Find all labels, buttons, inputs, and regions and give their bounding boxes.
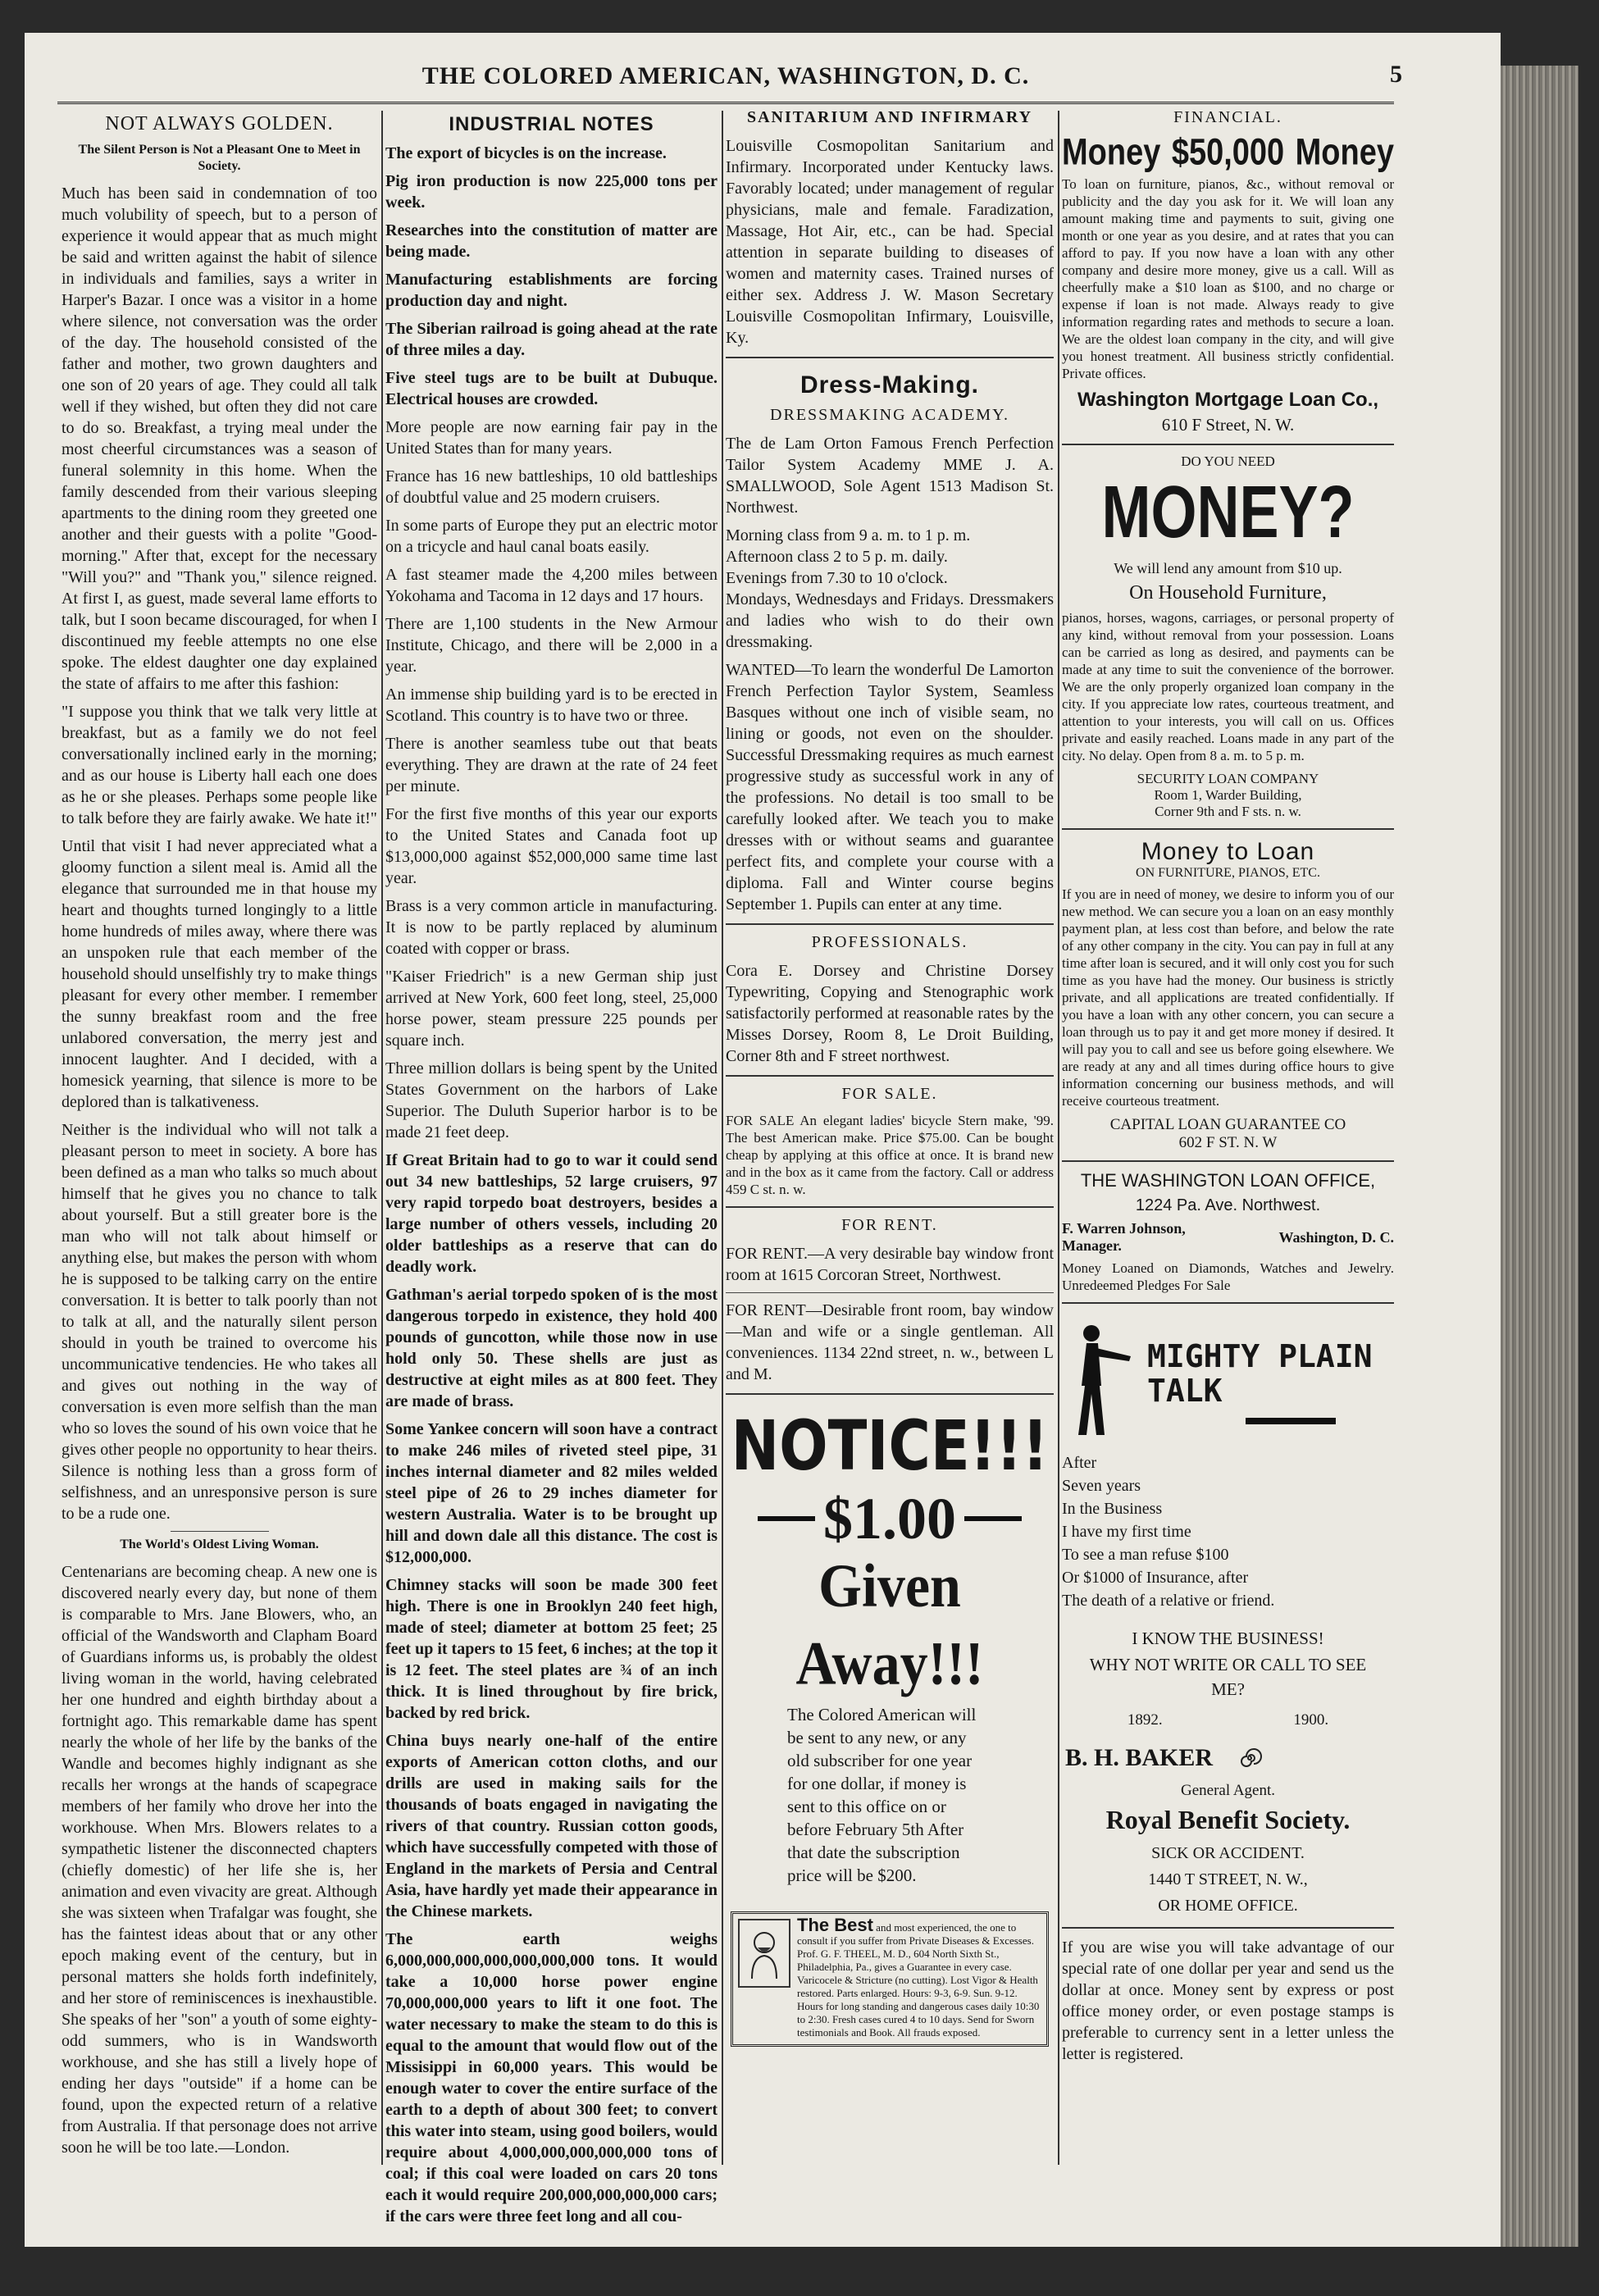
money-amount: $50,000: [1171, 131, 1285, 174]
column-4: [1062, 108, 1394, 2166]
masthead: [57, 51, 1402, 104]
academy-line: Evenings from 7.30 to 10 o'clock.: [726, 569, 948, 587]
doctor-ad-title: The Best: [797, 1915, 873, 1935]
talk-line: I have my first time: [1062, 1523, 1191, 1541]
note-item: Researches into the constitution of matter are being made.: [385, 221, 718, 261]
write-or-call: WHY NOT WRITE OR CALL TO SEE ME?: [1089, 1655, 1367, 1699]
loan-office-city: Washington, D. C.: [1278, 1228, 1394, 1246]
year-start: 1892.: [1127, 1711, 1163, 1729]
for-rent-heading: FOR RENT.: [841, 1216, 938, 1234]
years-row: [1062, 1711, 1394, 1729]
agent-title: General Agent.: [1180, 1782, 1275, 1799]
column-rule-2: [722, 111, 723, 2165]
notice-body: The Colored American will be sent to any new, or any old subscriber for one year for one dollar, if money is sent to this office on or before February 5th After that date the subscription price will be $200.: [787, 1705, 977, 1885]
loan-office-manager: F. Warren Johnson, Manager.: [1062, 1220, 1186, 1254]
household-furniture: On Household Furniture,: [1129, 582, 1327, 604]
security-company-name: SECURITY LOAN COMPANY: [1137, 771, 1319, 786]
notice-given-away: Given Away!!!: [795, 1551, 984, 1698]
talk-line: Seven years: [1062, 1477, 1141, 1495]
article-paragraph: "I suppose you think that we talk very little at breakfast, but as a family we do not feel conversationally inclined early in the morning; and as our house is Liberty hall each one does as he or she pleases. Perhaps some people like to talk before they are fairly awake. We hate it!": [61, 703, 377, 827]
note-item: More people are now earning fair pay in the United States than for many years.: [385, 418, 718, 458]
note-item: Manufacturing establishments are forcing production day and night.: [385, 271, 718, 310]
article-heading-not-always-golden: NOT ALWAYS GOLDEN.: [105, 113, 334, 134]
doctor-portrait-icon: [738, 1919, 790, 1988]
article-subheading: The Silent Person is Not a Pleasant One to Meet in Society.: [78, 143, 361, 173]
mortgage-company-name: Washington Mortgage Loan Co.,: [1077, 389, 1379, 411]
note-item: There is another seamless tube out that beats everything. They are drawn at the rate of 24 feet per minute.: [385, 735, 718, 795]
note-item: France has 16 new battleships, 10 old battleships of doubtful value and 25 modern cruisers.: [385, 467, 718, 507]
home-office: OR HOME OFFICE.: [1158, 1897, 1298, 1915]
note-item: The earth weighs 6,000,000,000,000,000,000,000 tons. It would take a 10,000 horse power engine 70,000,000,000 years to lift it one foot. The water necessary to make the steam to do this is equal to the amount that would flow out of the Missisippi in 60,000 years. This would be enough water to cover the entire surface of the earth to a depth of about 300 feet; to convert this water into steam, using good boilers, would require about 4,000,000,000,000,000 tons of coal; if this coal were loaded on cars 20 tons each it would require 200,000,000,000,000 cars; if the cars were three feet long and all cou-: [385, 1930, 718, 2225]
society-address: 1440 T STREET, N. W.,: [1148, 1870, 1308, 1888]
academy-line: Morning class from 9 a. m. to 1 p. m.: [726, 526, 971, 544]
doctor-advertisement: [731, 1911, 1049, 2047]
academy-line: Afternoon class 2 to 5 p. m. daily.: [726, 548, 948, 566]
note-item: For the first five months of this year our exports to the United States and Canada foot up $13,000,000 against $52,000,000 same time last year.: [385, 805, 718, 887]
talk-dash: [1246, 1418, 1336, 1424]
agent-name: B. H. BAKER: [1065, 1744, 1214, 1771]
royal-benefit-society: Royal Benefit Society.: [1105, 1805, 1351, 1834]
column-1: [61, 108, 377, 2166]
washington-loan-office-name: THE WASHINGTON LOAN OFFICE,: [1080, 1170, 1376, 1191]
note-item: The Siberian railroad is going ahead at the rate of three miles a day.: [385, 320, 718, 359]
note-item: China buys nearly one-half of the entire exports of American cotton cloths, and our drills are used in making sails for the thousands of boats engaged in navigating the rivers of that country. Russian cotton goods, which have successfully competed with those of England in the markets of Persia and Central Asia, have hardly yet made their appearance in the Chinese markets.: [385, 1732, 718, 1920]
academy-line: The de Lam Orton Famous French Perfection Tailor System Academy MME J. A. SMALLWOOD, Sole Agent 1513 Madison St. Northwest.: [726, 435, 1054, 517]
sanitarium-heading: SANITARIUM AND INFIRMARY: [746, 108, 1033, 126]
security-company-corner: Corner 9th and F sts. n. w.: [1155, 804, 1301, 819]
column-2: [385, 108, 718, 2225]
talk-line: In the Business: [1062, 1500, 1163, 1518]
money-question: MONEY?: [1101, 472, 1355, 554]
masthead-title: THE COLORED AMERICAN, WASHINGTON, D. C.: [421, 62, 1030, 89]
note-item: Pig iron production is now 225,000 tons per week.: [385, 172, 718, 212]
note-item: Five steel tugs are to be built at Dubuque. Electrical houses are crowded.: [385, 369, 718, 408]
talk-line: After: [1062, 1454, 1097, 1472]
year-end: 1900.: [1293, 1711, 1329, 1729]
for-rent-ad: FOR RENT.—A very desirable bay window front room at 1615 Corcoran Street, Northwest.: [726, 1245, 1054, 1284]
note-item: If Great Britain had to go to war it could send out 34 new battleships, 52 large cruisers, 97 very rapid torpedo boat destroyers, besides a large number of others vessels, including 20 older battleships as a reserve that can do deadly work.: [385, 1151, 718, 1276]
note-item: There are 1,100 students in the New Armour Institute, Chicago, and there will be 2,000 in a year.: [385, 615, 718, 676]
talk-line: To see a man refuse $100: [1062, 1546, 1229, 1564]
doctor-ad-text: and most experienced, the one to consult if you suffer from Private Diseases & Excesses. Prof. G. F. THEEL, M. D., 604 North Sixth St., Philadelphia, Pa., gives a Guarantee in every case. Varicocele & Stricture (no cutting). Lost Vigor & Health restored. Parts enlarged. Hours: 9-3, 6-9. Sun. 9-12. Hours for long standing and dangerous cases daily 10:30 to 2:30. Fresh cases cured 4 to 10 days. Send for Sworn testimonials and Book. All frauds exposed.: [797, 1921, 1040, 2039]
mighty-plain-talk-heading: MIGHTY PLAIN TALK: [1147, 1338, 1373, 1409]
for-rent-ad: FOR RENT—Desirable front room, bay window—Man and wife or a single gentleman. All conveniences. 1134 22nd street, n. w., between L and M.: [726, 1301, 1054, 1383]
money-to-loan-sub: ON FURNITURE, PIANOS, ETC.: [1136, 866, 1320, 880]
page-number: 5: [1390, 61, 1402, 88]
professionals-ad: Cora E. Dorsey and Christine Dorsey Typewriting, Copying and Stenographic work satisfactorily performed at reasonable rates by the Misses Dorsey, Room 8, Le Droit Building, Corner 8th and F street northwest.: [726, 962, 1054, 1065]
for-sale-ad: FOR SALE An elegant ladies' bicycle Stern make, '99. The best American make. Price $75.00. Can be bought cheap by applying at this office at once. It is brand new and in the box as it came from the factory. Call or address 459 C st. n. w.: [726, 1113, 1054, 1197]
speaking-man-icon: [1062, 1320, 1136, 1443]
note-item: Chimney stacks will soon be made 300 feet high. There is one in Brooklyn 240 feet high, made of steel; diameter at bottom 25 feet; 25 feet up it tapers to 15 feet, 6 inches; at the top it is 12 feet. The steel plates are ¾ of an inch thick. It is lined throughout by fire brick, backed by red brick.: [385, 1576, 718, 1722]
note-item: Gathman's aerial torpedo spoken of is the most dangerous torpedo in existence, they hold 400 pounds of guncotton, while those now in use hold only 50. These shells are just as destructive at eight miles as at 800 feet. They are made of brass.: [385, 1286, 718, 1410]
security-company-room: Room 1, Warder Building,: [1154, 787, 1302, 803]
column-3: [726, 108, 1054, 2166]
washington-loan-office-address: 1224 Pa. Ave. Northwest.: [1135, 1196, 1321, 1214]
notice-dash-right: [964, 1516, 1022, 1521]
column-rule-1: [381, 111, 383, 2165]
note-item: "Kaiser Friedrich" is a new German ship just arrived at New York, 600 feet long, steel, 25,000 horse power, steam pressure 225 pounds per square inch.: [385, 968, 718, 1050]
note-item: An immense ship building yard is to be erected in Scotland. This country is to have two or three.: [385, 686, 718, 725]
article-paragraph: Neither is the individual who will not talk a pleasant person to meet in society. A bore has been defined as a man who talks so much about himself that he gives you no chance to talk about yourself. But a still greater bore is the man who will not talk about himself or anything else, but makes the person with whom he is supposed to be talking carry on the entire conversation. It is better to talk poorly than not to talk at all, and the naturally silent person should in youth be trained to overcome his uncommunicative tendencies. He who takes all and gives out nothing in the way of conversation is even more selfish than the man who so loves the sound of his own voice that he gives other people no opportunity to hear theirs. Silence is nothing less than a gross form of selfishness, and an unresponsive person is sure to be a rude one.: [61, 1121, 377, 1523]
academy-heading: DRESSMAKING ACADEMY.: [770, 406, 1009, 424]
wanted-ad: WANTED—To learn the wonderful De Lamorton French Perfection Taylor System, Seamless Basques without one inch of visible seam, no lining or goods, not even on the shoulder. Successful Dressmaking requires as much earnest progressive study as successful work in any of the professions. No detail is too small to be carefully looked after. We teach you to make dresses with or without seams and guarantee perfect fits, and complete your course with a diploma. Fall and Winter course begins September 1. Pupils can enter at any time.: [726, 661, 1054, 913]
closing-notice: If you are wise you will take advantage of our special rate of one dollar per year and send us the dollar at once. Money sent by express or post office money order, or even postage stamps is preferable to currency sent in a letter unless the letter is registered.: [1062, 1938, 1394, 2063]
money-to-loan-heading: Money to Loan: [1141, 838, 1315, 865]
column-rule-3: [1058, 111, 1059, 2165]
note-item: A fast steamer made the 4,200 miles between Yokohama and Tacoma in 12 days and 17 hours.: [385, 566, 718, 605]
do-you-need: DO YOU NEED: [1181, 453, 1275, 469]
article-paragraph: Centenarians are becoming cheap. A new one is discovered nearly every day, but none of them is comparable to Mrs. Jane Blowers, who, an official of the Wandsworth and Clapham Board of Guardians informs us, is probably the oldest living woman in the world, having celebrated her one hundred and eighth birthday about a fortnight ago. This remarkable dame has spent nearly the whole of her life by the banks of the Wandle and becomes highly indignant as she recalls her wrongs at the hands of scapegrace members of her family who drove her into the workhouse. When Mrs. Blowers relates to a sympathetic listener the disconnected chapters (chiefly domestic) of her life she is, her animation and even vivacity are great. Although she was sixteen when Trafalgar was fought, she has the faintest ideas about that or any other epoch making event of the century, but in personal matters she holds forth indefinitely, and her store of reminiscences is inexhaustible. She speaks of her "son" a youth of some eighty-odd summers, who is in Wandsworth workhouse, and she has still a lively hope of ending her days "outside" if a home can be found, upon the expected return of a relative from Australia. If that personage does not arrive soon he will be too late.—London.: [61, 1563, 377, 2157]
notice-dash-left: [758, 1516, 815, 1521]
talk-line: Or $1000 of Insurance, after: [1062, 1569, 1249, 1587]
sick-or-accident: SICK OR ACCIDENT.: [1151, 1844, 1305, 1862]
talk-line: The death of a relative or friend.: [1062, 1592, 1275, 1610]
capital-company-name: CAPITAL LOAN GUARANTEE CO: [1109, 1116, 1346, 1133]
security-ad-text: pianos, horses, wagons, carriages, or personal property of any kind, without removal from your possession. Loans can be carried as long as desired, and payments can be made at any time to suit the convenience of the borrower. We are the only properly organized loan company in the city. If you appreciate low rates, courteous treatment, and attention to your interests, you will call on us. Offices private and easily reached. Loans made in any part of the city. No delay. Open from 8 a. m. to 5 p. m.: [1062, 610, 1394, 763]
for-sale-heading: FOR SALE.: [841, 1085, 938, 1103]
note-item: Brass is a very common article in manufacturing. It is now to be partly replaced by aluminum coated with copper or brass.: [385, 897, 718, 958]
article-heading-oldest-woman: The World's Oldest Living Woman.: [120, 1538, 319, 1551]
sanitarium-ad: Louisville Cosmopolitan Sanitarium and Infirmary. Incorporated under Kentucky laws. Favorably located; under management of regular physicians, male and female. Faradization, Massage, Hot Air, etc., can be had. Special attention in separate building to diseases of women and maternity cases. Trained nurses of either sex. Address J. W. Mason Secretary Louisville Cosmopolitan Infirmary, Louisville, Ky.: [726, 137, 1054, 347]
mortgage-company-address: 610 F Street, N. W.: [1161, 415, 1295, 435]
money-word: Money: [1062, 131, 1161, 174]
notice-advertisement: [726, 1393, 1054, 1887]
capital-company-address: 602 F ST. N. W: [1178, 1134, 1278, 1151]
capital-ad-text: If you are in need of money, we desire to inform you of our new method. We can secure you a loan on an easy monthly payment plan, at less cost than before, and below the rate of any other company in the city. You can pay in full at any time after loan is secured, and it will only cost you for such time as you have had the money. Our business is strictly private, and all applications are treated confidentially. If you have a loan with any other concern, you can secure a loan through us to pay it and get more money if desired. It will pay you to call and see us before going elsewhere. We are ready at any and all times during office hours to give information concerning our business methods, and will receive courteous treatment.: [1062, 886, 1394, 1109]
industrial-notes-heading: INDUSTRIAL NOTES: [449, 113, 654, 135]
money-word: Money: [1295, 131, 1394, 174]
note-item: Some Yankee concern will soon have a contract to make 246 miles of riveted steel pipe, 31 inches internal diameter and 82 miles welded steel pipe of 26 to 29 inches diameter for western Australia. Water is to be brought up hill and down dale all this distance. The cost is $12,000,000.: [385, 1420, 718, 1566]
rent-divider: [726, 1292, 1054, 1293]
financial-heading: FINANCIAL.: [1173, 108, 1282, 126]
professionals-heading: PROFESSIONALS.: [811, 933, 968, 951]
article-paragraph: Much has been said in condemnation of too much volubility of speech, but to a person of experience it would appear that as much might be said and written against the habit of silence in individuals and families, says a writer in Harper's Bazar. I once was a visitor in a home where silence, not conversation was the order of the day. The household consisted of the father and mother, two grown daughters and one son of 20 years of age. They could all talk well if they wished, but often they did not care to do so. Breakfast, a trying meal under the most cheerful circumstances was a season of funeral solemnity in this home. When the family descended from their various sleeping apartments to the dining room they greeted one another and their guests with a polite "Good-morning." After that, except for the necessary "Will you?" and "Thank you," silence reigned. At first I, as guest, made several lame efforts to talk, but I soon became discouraged, for when I discontinued my feeble attempts no one else spoke. The eldest daughter one day explained the state of affairs to me after this fashion:: [61, 184, 377, 693]
money-banner: [1062, 132, 1394, 175]
loan-office-text: Money Loaned on Diamonds, Watches and Jewelry. Unredeemed Pledges For Sale: [1062, 1260, 1394, 1293]
note-item: In some parts of Europe they put an electric motor on a tricycle and haul canal boats easily.: [385, 517, 718, 556]
academy-line: Mondays, Wednesdays and Fridays. Dressmakers and ladies who wish to do their own dressmaking.: [726, 590, 1054, 651]
lend-line: We will lend any amount from $10 up.: [1114, 560, 1342, 576]
spiral-ornament-icon: [1237, 1746, 1262, 1770]
dressmaking-heading: Dress-Making.: [800, 371, 980, 399]
page-stack-edge: [1501, 66, 1578, 2247]
note-item: Three million dollars is being spent by the United States Government on the harbors of Lake Superior. The Duluth Superior harbor is to be made 21 feet deep.: [385, 1059, 718, 1141]
article-divider: [171, 1531, 269, 1532]
notice-amount: $1.00: [823, 1486, 956, 1551]
know-business: I KNOW THE BUSINESS!: [1132, 1629, 1324, 1648]
notice-headline: NOTICE!!!: [731, 1405, 1049, 1487]
financial-ad-text: To loan on furniture, pianos, &c., without removal or publicity and the day you ask for it. We will loan any amount making time and payments to suit, giving one month or one year as you desire, and at rates that you can afford to pay. If you now have a loan with any other company and desire more money, give us a call. Will as cheerfully make a $10 loan as $100, and no charge or expense if loan is not made. Always ready to give information regarding rates and methods to secure a loan. We are the oldest loan company in the city, and will give you honest treatment. All business strictly confidential. Private offices.: [1062, 176, 1394, 381]
article-paragraph: Until that visit I had never appreciated what a gloomy function a silent meal is. Amid all the elegance that surrounded me in that house my heart and thoughts turned longingly to a little home hundreds of miles away, where there was an unspoken rule that each member of the household should unselfishly try to make things pleasant for every other member. I remember the sunny breakfast room and the free unlabored conversation, the merry jest and innocent laughter. And I decided, with a homesick yearning, that silence is more to be deplored than is talkativeness.: [61, 837, 377, 1111]
note-item: The export of bicycles is on the increase.: [385, 144, 667, 162]
